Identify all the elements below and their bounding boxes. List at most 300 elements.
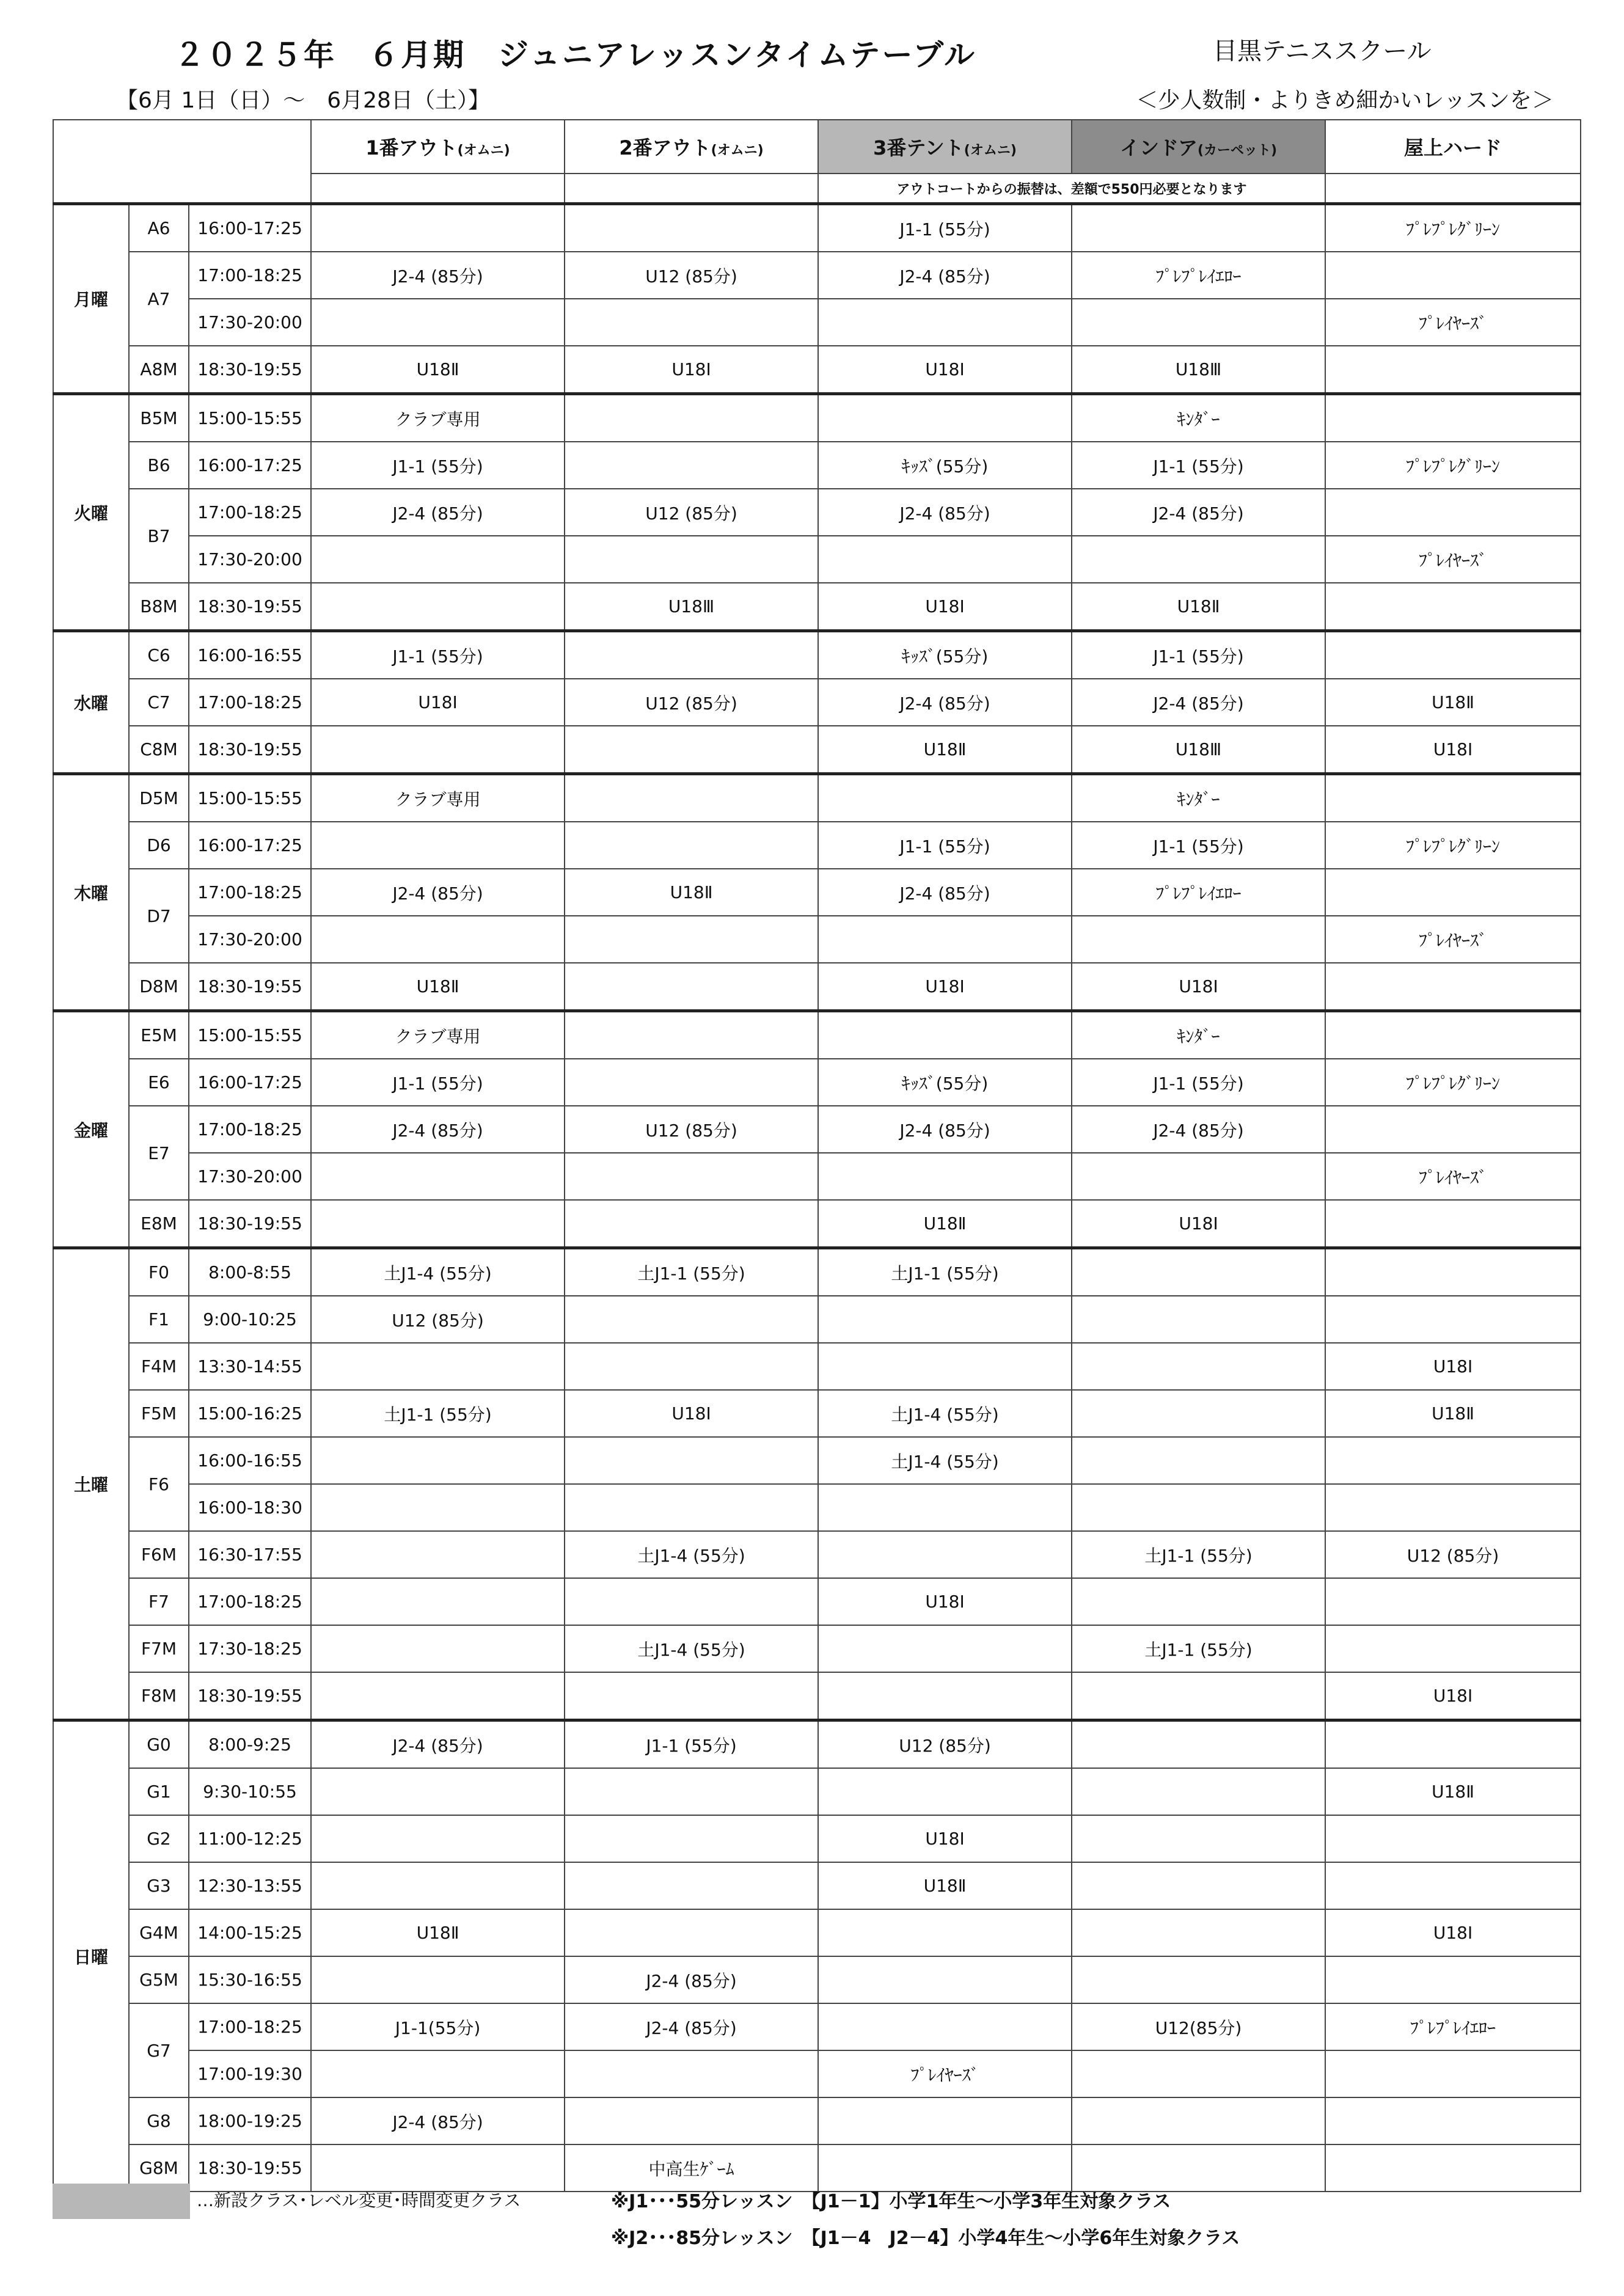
time-slot: 18:30-19:55 xyxy=(189,1672,311,1720)
lesson-cell xyxy=(1072,1815,1325,1862)
lesson-cell xyxy=(818,1531,1072,1578)
class-code: G2 xyxy=(129,1815,189,1862)
lesson-cell: クラブ専用 xyxy=(311,394,565,442)
lesson-cell xyxy=(1072,2144,1325,2192)
class-code: G8M xyxy=(129,2144,189,2192)
lesson-cell: ﾌﾟﾚｲﾔｰｽﾞ xyxy=(818,2050,1072,2097)
lesson-cell: U12 (85分) xyxy=(565,252,818,299)
time-slot: 17:00-19:30 xyxy=(189,2050,311,2097)
lesson-cell xyxy=(818,916,1072,963)
lesson-cell xyxy=(311,1437,565,1484)
lesson-cell xyxy=(311,2144,565,2192)
lesson-cell: ﾌﾟﾚｲﾔｰｽﾞ xyxy=(1325,299,1581,346)
lesson-cell xyxy=(565,1909,818,1956)
class-code: E6 xyxy=(129,1059,189,1106)
lesson-cell xyxy=(565,1672,818,1720)
table-row xyxy=(53,1296,1581,1343)
lesson-cell xyxy=(818,1909,1072,1956)
lesson-cell xyxy=(311,1200,565,1248)
legend-swatch xyxy=(53,2184,190,2219)
lesson-cell: U18Ⅱ xyxy=(1325,1768,1581,1815)
lesson-cell: U18Ⅰ xyxy=(1325,1672,1581,1720)
table-row xyxy=(53,869,1581,916)
lesson-cell xyxy=(1325,1484,1581,1531)
note-cell-1 xyxy=(311,174,565,204)
lesson-cell: ｷｯｽﾞ(55分) xyxy=(818,1059,1072,1106)
lesson-cell: ｷﾝﾀﾞｰ xyxy=(1072,774,1325,822)
lesson-cell: U18Ⅱ xyxy=(1325,679,1581,726)
lesson-cell: J1-1 (55分) xyxy=(311,1059,565,1106)
lesson-cell xyxy=(565,299,818,346)
lesson-cell: J2-4 (85分) xyxy=(565,2003,818,2050)
lesson-cell xyxy=(311,1531,565,1578)
lesson-cell: U18Ⅱ xyxy=(311,346,565,394)
class-code: F0 xyxy=(129,1248,189,1296)
lesson-cell: J1-1 (55分) xyxy=(311,442,565,489)
lesson-cell xyxy=(565,1768,818,1815)
lesson-cell: ｷﾝﾀﾞｰ xyxy=(1072,394,1325,442)
lesson-cell xyxy=(1072,1672,1325,1720)
time-slot: 18:30-19:55 xyxy=(189,726,311,774)
lesson-cell: U18Ⅲ xyxy=(1072,346,1325,394)
lesson-cell xyxy=(1072,1343,1325,1390)
lesson-cell: クラブ専用 xyxy=(311,1011,565,1059)
lesson-cell xyxy=(565,963,818,1011)
table-row xyxy=(53,1200,1581,1248)
lesson-cell: 土J1-1 (55分) xyxy=(1072,1531,1325,1578)
lesson-cell: J2-4 (85分) xyxy=(311,869,565,916)
time-slot: 16:00-17:25 xyxy=(189,822,311,869)
corner-cell xyxy=(53,120,311,204)
lesson-cell: ﾌﾟﾚﾌﾟﾚｲｴﾛｰ xyxy=(1072,252,1325,299)
class-code: B8M xyxy=(129,583,189,631)
time-slot: 15:00-15:55 xyxy=(189,394,311,442)
time-slot: 13:30-14:55 xyxy=(189,1343,311,1390)
time-slot: 17:00-18:25 xyxy=(189,2003,311,2050)
lesson-cell: 土J1-4 (55分) xyxy=(818,1390,1072,1437)
lesson-cell xyxy=(818,1153,1072,1200)
time-slot: 16:00-16:55 xyxy=(189,1437,311,1484)
class-code: B7 xyxy=(129,489,189,583)
lesson-cell: J2-4 (85分) xyxy=(818,869,1072,916)
lesson-cell: U12(85分) xyxy=(1072,2003,1325,2050)
time-slot: 16:00-17:25 xyxy=(189,1059,311,1106)
time-slot: 17:00-18:25 xyxy=(189,869,311,916)
lesson-cell: 土J1-1 (55分) xyxy=(1072,1625,1325,1672)
lesson-cell: U18Ⅰ xyxy=(565,1390,818,1437)
lesson-cell xyxy=(1325,252,1581,299)
lesson-cell xyxy=(1072,1484,1325,1531)
class-code: G8 xyxy=(129,2097,189,2144)
class-code: F7 xyxy=(129,1578,189,1625)
table-row xyxy=(53,1672,1581,1720)
time-slot: 18:00-19:25 xyxy=(189,2097,311,2144)
note-cell-5 xyxy=(1325,174,1581,204)
lesson-cell xyxy=(1072,1248,1325,1296)
lesson-cell xyxy=(818,1011,1072,1059)
class-code: F4M xyxy=(129,1343,189,1390)
class-code: C7 xyxy=(129,679,189,726)
lesson-cell xyxy=(1325,1578,1581,1625)
lesson-cell xyxy=(1325,1720,1581,1769)
table-row xyxy=(53,1059,1581,1106)
class-code: F6M xyxy=(129,1531,189,1578)
table-row xyxy=(53,252,1581,299)
lesson-cell xyxy=(311,1956,565,2003)
table-row xyxy=(53,1248,1581,1296)
lesson-cell xyxy=(818,2097,1072,2144)
table-row xyxy=(53,2144,1581,2192)
day-label: 水曜 xyxy=(53,631,129,774)
legend-text: …新設クラス･レベル変更･時間変更クラス xyxy=(197,2190,521,2210)
lesson-cell xyxy=(818,2144,1072,2192)
class-code: G4M xyxy=(129,1909,189,1956)
class-code: A7 xyxy=(129,252,189,346)
note-cell-2 xyxy=(565,174,818,204)
class-code: F6 xyxy=(129,1437,189,1531)
lesson-cell: U18Ⅱ xyxy=(818,1862,1072,1909)
table-row xyxy=(53,2050,1581,2097)
time-slot: 12:30-13:55 xyxy=(189,1862,311,1909)
column-header-2: 2番アウト(オムニ) xyxy=(565,120,818,174)
day-label: 月曜 xyxy=(53,204,129,394)
lesson-cell xyxy=(311,1625,565,1672)
table-row xyxy=(53,1768,1581,1815)
lesson-cell: J1-1 (55分) xyxy=(1072,631,1325,679)
lesson-cell: J2-4 (85分) xyxy=(565,1956,818,2003)
lesson-cell: U18Ⅱ xyxy=(818,1200,1072,1248)
column-header-1: 1番アウト(オムニ) xyxy=(311,120,565,174)
table-row xyxy=(53,1720,1581,1769)
lesson-cell xyxy=(565,1296,818,1343)
table-row xyxy=(53,1815,1581,1862)
time-slot: 18:30-19:55 xyxy=(189,346,311,394)
lesson-cell xyxy=(565,774,818,822)
lesson-cell xyxy=(311,1862,565,1909)
lesson-cell xyxy=(1325,2050,1581,2097)
time-slot: 18:30-19:55 xyxy=(189,2144,311,2192)
footnote-j2: ※J2･･･85分レッスン 【J1－4 J2－4】小学4年生～小学6年生対象クラス xyxy=(611,2228,1240,2249)
lesson-cell xyxy=(1325,1248,1581,1296)
lesson-cell: J2-4 (85分) xyxy=(311,252,565,299)
lesson-cell: 土J1-4 (55分) xyxy=(565,1531,818,1578)
class-code: F5M xyxy=(129,1390,189,1437)
lesson-cell: J1-1 (55分) xyxy=(565,1720,818,1769)
lesson-cell: U18Ⅱ xyxy=(818,726,1072,774)
lesson-cell xyxy=(311,1768,565,1815)
lesson-cell: J2-4 (85分) xyxy=(1072,679,1325,726)
time-slot: 15:00-15:55 xyxy=(189,774,311,822)
lesson-cell: J2-4 (85分) xyxy=(818,489,1072,536)
table-row xyxy=(53,1106,1581,1153)
lesson-cell: J2-4 (85分) xyxy=(818,679,1072,726)
lesson-cell: ﾌﾟﾚｲﾔｰｽﾞ xyxy=(1325,1153,1581,1200)
lesson-cell xyxy=(818,394,1072,442)
lesson-cell xyxy=(818,2003,1072,2050)
table-row xyxy=(53,1578,1581,1625)
lesson-cell: J1-1 (55分) xyxy=(1072,822,1325,869)
lesson-cell: J1-1(55分) xyxy=(311,2003,565,2050)
lesson-cell: U18Ⅱ xyxy=(1325,1390,1581,1437)
page-title: ２０２５年 ６月期 ジュニアレッスンタイムテーブル xyxy=(174,37,976,73)
lesson-cell xyxy=(818,299,1072,346)
time-slot: 11:00-12:25 xyxy=(189,1815,311,1862)
time-slot: 17:00-18:25 xyxy=(189,679,311,726)
table-row xyxy=(53,1437,1581,1484)
lesson-cell xyxy=(1325,1200,1581,1248)
lesson-cell xyxy=(1325,1106,1581,1153)
slogan: ＜少人数制・よりきめ細かいレッスンを＞ xyxy=(1136,88,1554,113)
lesson-cell xyxy=(1072,2050,1325,2097)
lesson-cell xyxy=(1072,1390,1325,1437)
table-row xyxy=(53,204,1581,252)
lesson-cell: U12 (85分) xyxy=(818,1720,1072,1769)
column-header-5: 屋上ハード xyxy=(1325,120,1581,174)
lesson-cell xyxy=(565,1578,818,1625)
table-row xyxy=(53,916,1581,963)
lesson-cell: U18Ⅱ xyxy=(565,869,818,916)
day-label: 日曜 xyxy=(53,1720,129,2192)
lesson-cell xyxy=(565,726,818,774)
table-row xyxy=(53,1011,1581,1059)
lesson-cell xyxy=(1072,1956,1325,2003)
class-code: E5M xyxy=(129,1011,189,1059)
lesson-cell: U12 (85分) xyxy=(565,679,818,726)
lesson-cell: J2-4 (85分) xyxy=(311,1720,565,1769)
table-row xyxy=(53,822,1581,869)
lesson-cell xyxy=(311,299,565,346)
column-header-3: 3番テント(オムニ) xyxy=(818,120,1072,174)
time-slot: 17:30-20:00 xyxy=(189,1153,311,1200)
table-row xyxy=(53,963,1581,1011)
time-slot: 9:30-10:55 xyxy=(189,1768,311,1815)
table-row xyxy=(53,631,1581,679)
class-code: F8M xyxy=(129,1672,189,1720)
time-slot: 17:00-18:25 xyxy=(189,489,311,536)
lesson-cell xyxy=(1072,1768,1325,1815)
lesson-cell xyxy=(1072,536,1325,583)
lesson-cell xyxy=(311,2050,565,2097)
time-slot: 16:00-16:55 xyxy=(189,631,311,679)
lesson-cell xyxy=(565,1153,818,1200)
table-row xyxy=(53,1390,1581,1437)
time-slot: 8:00-9:25 xyxy=(189,1720,311,1769)
lesson-cell xyxy=(565,1059,818,1106)
term-period: 【6月 1日（日）～ 6月28日（土）】 xyxy=(116,88,490,113)
lesson-cell xyxy=(818,1956,1072,2003)
class-code: A6 xyxy=(129,204,189,252)
time-slot: 15:00-15:55 xyxy=(189,1011,311,1059)
lesson-cell xyxy=(565,442,818,489)
lesson-cell xyxy=(1325,346,1581,394)
lesson-cell: 土J1-1 (55分) xyxy=(565,1248,818,1296)
lesson-cell: U18Ⅰ xyxy=(818,963,1072,1011)
timetable xyxy=(53,119,1581,2192)
table-row xyxy=(53,442,1581,489)
time-slot: 16:00-17:25 xyxy=(189,442,311,489)
lesson-cell xyxy=(311,1153,565,1200)
lesson-cell: U18Ⅰ xyxy=(818,1815,1072,1862)
table-row xyxy=(53,1531,1581,1578)
lesson-cell xyxy=(1072,1153,1325,1200)
day-label: 火曜 xyxy=(53,394,129,631)
lesson-cell xyxy=(1325,1437,1581,1484)
class-code: E8M xyxy=(129,1200,189,1248)
lesson-cell xyxy=(1325,963,1581,1011)
lesson-cell xyxy=(311,1578,565,1625)
lesson-cell xyxy=(1072,299,1325,346)
lesson-cell: U12 (85分) xyxy=(565,489,818,536)
time-slot: 17:00-18:25 xyxy=(189,252,311,299)
lesson-cell: U18Ⅰ xyxy=(1325,1909,1581,1956)
lesson-cell xyxy=(1325,489,1581,536)
day-label: 木曜 xyxy=(53,774,129,1011)
lesson-cell xyxy=(1072,916,1325,963)
table-row xyxy=(53,774,1581,822)
time-slot: 18:30-19:55 xyxy=(189,583,311,631)
table-row xyxy=(53,394,1581,442)
time-slot: 17:30-20:00 xyxy=(189,536,311,583)
table-row xyxy=(53,536,1581,583)
lesson-cell xyxy=(818,1484,1072,1531)
lesson-cell xyxy=(565,1343,818,1390)
table-row xyxy=(53,1153,1581,1200)
lesson-cell: 中高生ｹﾞｰﾑ xyxy=(565,2144,818,2192)
lesson-cell: U18Ⅱ xyxy=(311,1909,565,1956)
lesson-cell: 土J1-4 (55分) xyxy=(565,1625,818,1672)
lesson-cell xyxy=(311,1815,565,1862)
lesson-cell: ﾌﾟﾚﾌﾟﾚｸﾞﾘｰﾝ xyxy=(1325,204,1581,252)
lesson-cell xyxy=(1072,1437,1325,1484)
table-row xyxy=(53,2003,1581,2050)
lesson-cell: U18Ⅰ xyxy=(818,1578,1072,1625)
lesson-cell: 土J1-4 (55分) xyxy=(818,1437,1072,1484)
class-code: D6 xyxy=(129,822,189,869)
lesson-cell: U12 (85分) xyxy=(1325,1531,1581,1578)
table-row xyxy=(53,1625,1581,1672)
lesson-cell: U18Ⅰ xyxy=(565,346,818,394)
lesson-cell xyxy=(311,822,565,869)
lesson-cell: U18Ⅰ xyxy=(1072,1200,1325,1248)
lesson-cell: U18Ⅰ xyxy=(1325,1343,1581,1390)
class-code: D5M xyxy=(129,774,189,822)
class-code: C6 xyxy=(129,631,189,679)
lesson-cell xyxy=(818,1625,1072,1672)
class-code: D8M xyxy=(129,963,189,1011)
table-row xyxy=(53,1343,1581,1390)
table-row xyxy=(53,679,1581,726)
lesson-cell xyxy=(1325,394,1581,442)
table-row xyxy=(53,299,1581,346)
column-header-4: インドア(カーペット) xyxy=(1072,120,1325,174)
table-row xyxy=(53,1484,1581,1531)
lesson-cell xyxy=(818,1343,1072,1390)
lesson-cell: J1-1 (55分) xyxy=(311,631,565,679)
lesson-cell xyxy=(818,536,1072,583)
lesson-cell xyxy=(565,2050,818,2097)
lesson-cell xyxy=(1325,631,1581,679)
lesson-cell: ﾌﾟﾚﾌﾟﾚｸﾞﾘｰﾝ xyxy=(1325,1059,1581,1106)
lesson-cell xyxy=(1072,1720,1325,1769)
lesson-cell: U12 (85分) xyxy=(311,1296,565,1343)
lesson-cell: ｷｯｽﾞ(55分) xyxy=(818,631,1072,679)
lesson-cell: U18Ⅰ xyxy=(818,346,1072,394)
lesson-cell xyxy=(311,1343,565,1390)
lesson-cell xyxy=(565,2097,818,2144)
lesson-cell: ｷﾝﾀﾞｰ xyxy=(1072,1011,1325,1059)
lesson-cell xyxy=(311,1672,565,1720)
lesson-cell: U18Ⅲ xyxy=(565,583,818,631)
time-slot: 17:00-18:25 xyxy=(189,1578,311,1625)
class-code: C8M xyxy=(129,726,189,774)
lesson-cell: ﾌﾟﾚﾌﾟﾚｲｴﾛｰ xyxy=(1072,869,1325,916)
lesson-cell: U18Ⅲ xyxy=(1072,726,1325,774)
lesson-cell xyxy=(565,536,818,583)
lesson-cell xyxy=(565,1437,818,1484)
lesson-cell xyxy=(818,1296,1072,1343)
lesson-cell xyxy=(1072,204,1325,252)
lesson-cell: J2-4 (85分) xyxy=(1072,489,1325,536)
time-slot: 17:30-20:00 xyxy=(189,299,311,346)
class-code: B6 xyxy=(129,442,189,489)
lesson-cell xyxy=(1325,583,1581,631)
lesson-cell xyxy=(565,1484,818,1531)
time-slot: 17:00-18:25 xyxy=(189,1106,311,1153)
lesson-cell xyxy=(311,726,565,774)
lesson-cell: J1-1 (55分) xyxy=(1072,442,1325,489)
lesson-cell xyxy=(1325,1625,1581,1672)
table-row xyxy=(53,583,1581,631)
lesson-cell xyxy=(1325,2144,1581,2192)
lesson-cell: U18Ⅰ xyxy=(1325,726,1581,774)
time-slot: 16:00-18:30 xyxy=(189,1484,311,1531)
school-name: 目黒テニススクール xyxy=(1213,37,1432,65)
time-slot: 15:00-16:25 xyxy=(189,1390,311,1437)
lesson-cell xyxy=(1072,1862,1325,1909)
lesson-cell xyxy=(1072,1578,1325,1625)
lesson-cell: J2-4 (85分) xyxy=(818,1106,1072,1153)
lesson-cell xyxy=(565,916,818,963)
lesson-cell xyxy=(565,394,818,442)
table-row xyxy=(53,346,1581,394)
class-code: G1 xyxy=(129,1768,189,1815)
lesson-cell xyxy=(1325,774,1581,822)
lesson-cell: ｷｯｽﾞ(55分) xyxy=(818,442,1072,489)
lesson-cell xyxy=(311,583,565,631)
lesson-cell: J1-1 (55分) xyxy=(818,204,1072,252)
transfer-note: アウトコートからの振替は、差額で550円必要となります xyxy=(818,174,1325,204)
lesson-cell xyxy=(818,774,1072,822)
class-code: G3 xyxy=(129,1862,189,1909)
lesson-cell: ﾌﾟﾚｲﾔｰｽﾞ xyxy=(1325,916,1581,963)
day-label: 土曜 xyxy=(53,1248,129,1720)
class-code: E7 xyxy=(129,1106,189,1200)
time-slot: 17:30-20:00 xyxy=(189,916,311,963)
lesson-cell xyxy=(311,916,565,963)
time-slot: 18:30-19:55 xyxy=(189,1200,311,1248)
class-code: G7 xyxy=(129,2003,189,2097)
table-row xyxy=(53,489,1581,536)
lesson-cell: U12 (85分) xyxy=(565,1106,818,1153)
table-row xyxy=(53,1956,1581,2003)
table-row xyxy=(53,726,1581,774)
time-slot: 9:00-10:25 xyxy=(189,1296,311,1343)
lesson-cell xyxy=(565,1815,818,1862)
time-slot: 18:30-19:55 xyxy=(189,963,311,1011)
lesson-cell xyxy=(1325,869,1581,916)
lesson-cell xyxy=(1325,1296,1581,1343)
lesson-cell: J1-1 (55分) xyxy=(818,822,1072,869)
